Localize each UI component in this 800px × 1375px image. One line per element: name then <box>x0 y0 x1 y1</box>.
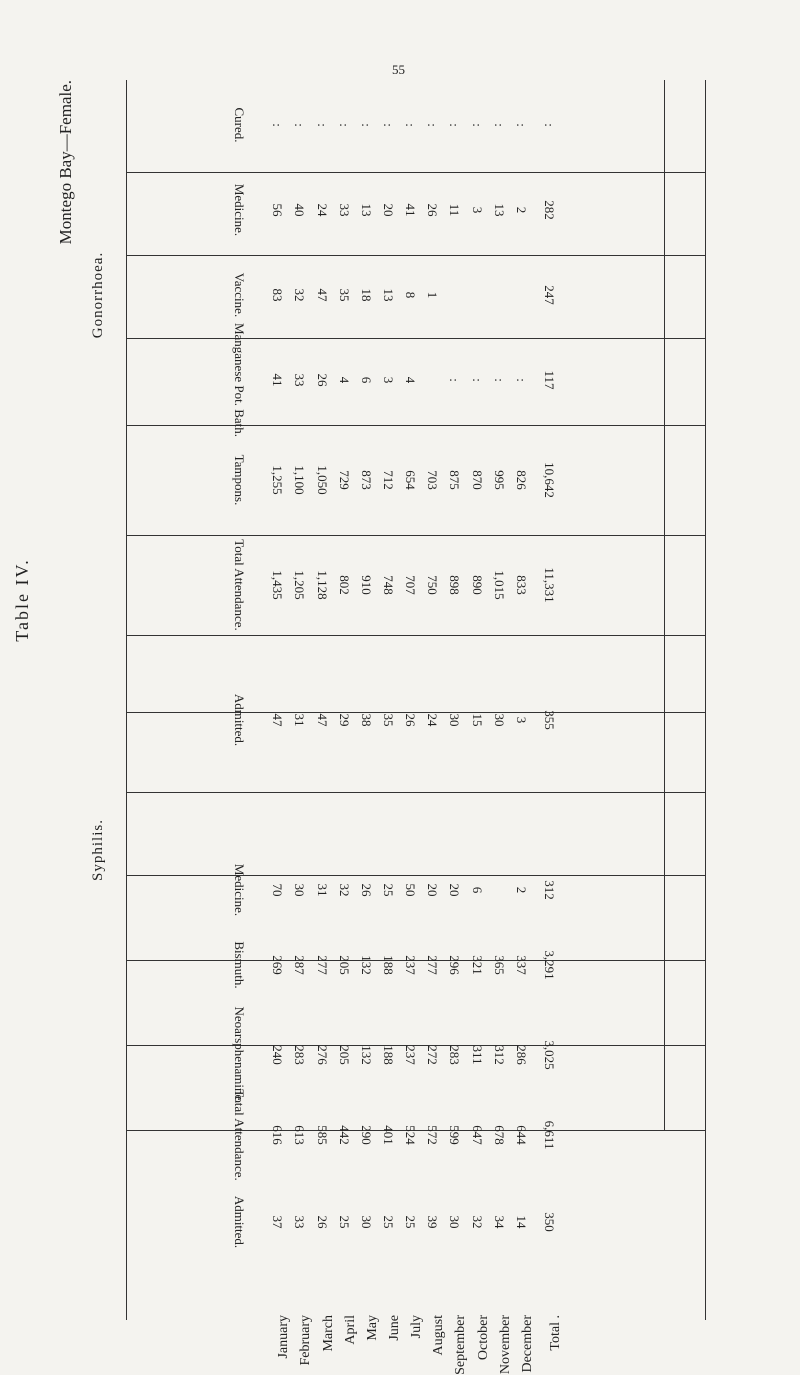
row-line-gon-5 <box>126 535 706 536</box>
section-divider <box>126 635 706 636</box>
total-row-divider <box>664 80 665 1130</box>
row-line-gon-4 <box>126 425 706 426</box>
side-title-text: Montego Bay—Female. <box>56 80 75 245</box>
row-line-syph-3 <box>126 875 706 876</box>
table-left-border <box>126 80 127 1320</box>
row-line-gon-1 <box>126 172 706 173</box>
row-line-gon-3 <box>126 338 706 339</box>
row-line-gon-2 <box>126 255 706 256</box>
row-line-syph-2 <box>126 792 706 793</box>
table-right-border <box>705 80 706 1320</box>
table-label-text: Table IV. <box>12 558 32 642</box>
page-number: 55 <box>392 62 405 77</box>
